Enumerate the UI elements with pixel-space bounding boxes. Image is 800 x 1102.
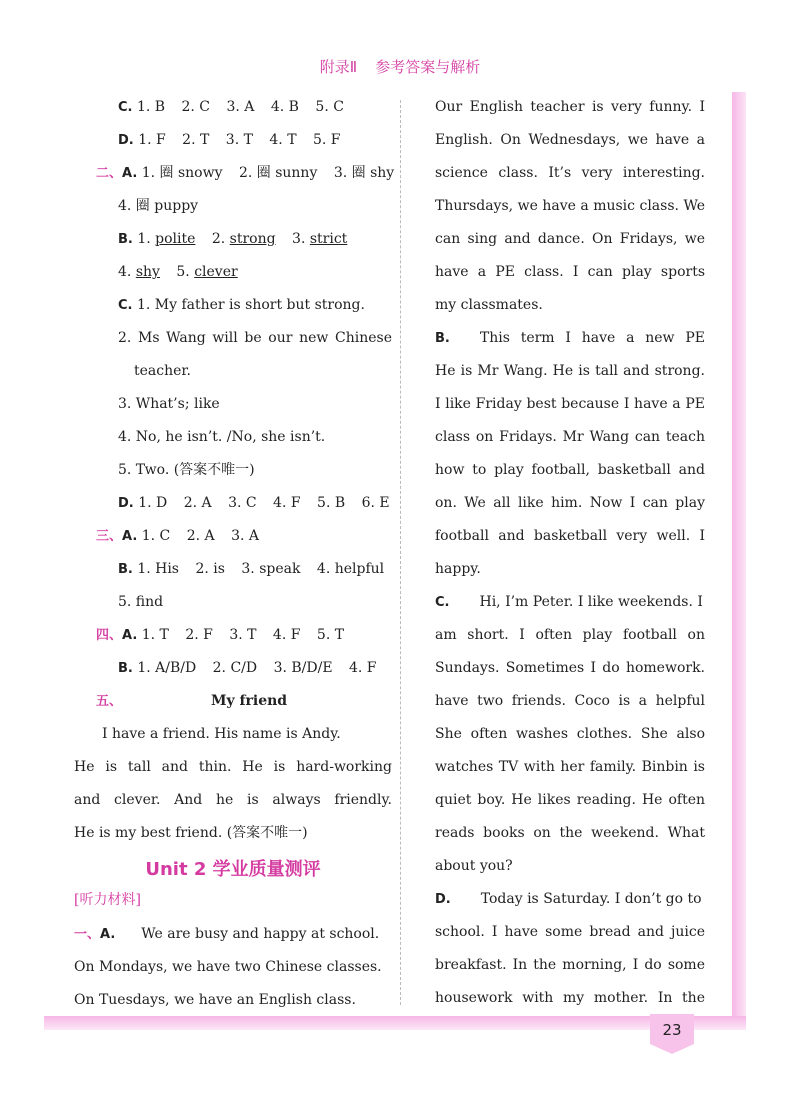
section-2-b-cont: 4. shy 5. clever <box>118 264 238 280</box>
section-2-a: 二、A. 1. 圈 snowy 2. 圈 sunny 3. 圈 shy <box>96 165 395 181</box>
section-1-a <box>74 918 392 1017</box>
right-column <box>435 91 705 1015</box>
text-line: Our English teacher is very funny. I <box>435 99 705 115</box>
section-2-c-2b: teacher. <box>134 363 192 379</box>
text-line: can sing and dance. On Fridays, we <box>435 231 705 247</box>
left-column <box>74 91 395 1017</box>
text-line: English. On Wednesdays, we have a <box>435 132 705 148</box>
section-5-title-row: 五、 My friend <box>96 685 392 718</box>
text-line: about you? <box>435 858 513 874</box>
text-line: She often washes clothes. She also <box>435 726 705 742</box>
section-3-b-5: 5. find <box>118 594 164 610</box>
answer-row-d: D. 1. F 2. T 3. T 4. T 5. F <box>118 132 341 148</box>
text-line: housework with my mother. In the <box>435 990 705 1006</box>
text-line: Thursdays, we have a music class. We <box>435 198 705 214</box>
section-2-c-5: 5. Two. (答案不唯一) <box>118 462 255 478</box>
text-line: class on Fridays. Mr Wang can teach <box>435 429 705 445</box>
section-2-a-4: 4. 圈 puppy <box>118 198 199 214</box>
page-number: 23 <box>650 1014 694 1044</box>
page-shadow-right <box>732 92 746 1022</box>
passage-b-first: B. This term I have a new PE <box>435 330 705 346</box>
text-line: how to play football, basketball and <box>435 462 705 478</box>
text-line: school. I have some bread and juice <box>435 924 705 940</box>
passage-d-first: D. Today is Saturday. I don’t go to <box>435 891 702 907</box>
section-1-a-line: 一、A. We are busy and happy at school. <box>74 926 380 942</box>
text-line: breakfast. In the morning, I do some <box>435 957 705 973</box>
section-1-a-line: On Tuesdays, we have an English class. <box>74 992 356 1008</box>
essay-line: He is tall and thin. He is hard-working <box>74 759 392 775</box>
text-line: football and basketball very well. I <box>435 528 705 544</box>
section-4-a: 四、A. 1. T 2. F 3. T 4. F 5. T <box>96 627 345 643</box>
text-line: am short. I often play football on <box>435 627 705 643</box>
section-2-b: B. 1. polite 2. strong 3. strict <box>118 231 348 247</box>
essay-title: My friend <box>211 693 288 709</box>
section-2-d: D. 1. D 2. A 3. C 4. F 5. B 6. E <box>118 495 390 511</box>
text-line: have a PE class. I can play sports <box>435 264 705 280</box>
essay-line: He is my best friend. (答案不唯一) <box>74 825 308 841</box>
column-divider <box>400 100 401 1005</box>
page-header <box>0 56 800 77</box>
essay-line: I have a friend. His name is Andy. <box>102 726 341 742</box>
passage-c-first: C. Hi, I’m Peter. I like weekends. I <box>435 594 703 610</box>
text-line: Sundays. Sometimes I do homework. <box>435 660 705 676</box>
section-2-c-4: 4. No, he isn’t. /No, she isn’t. <box>118 429 326 445</box>
answer-row-c: C. 1. B 2. C 3. A 4. B 5. C <box>118 99 344 115</box>
text-line: reads books on the weekend. What <box>435 825 705 841</box>
section-2-c-2: 2. Ms Wang will be our new Chinese <box>118 330 392 346</box>
essay-line: and clever. And he is always friendly. <box>74 792 392 808</box>
section-2-c-3: 3. What’s; like <box>118 396 220 412</box>
listening-material-label: [听力材料] <box>74 892 141 908</box>
section-2-c-1: C. 1. My father is short but strong. <box>118 297 365 313</box>
text-line: He is Mr Wang. He is tall and strong. <box>435 363 705 379</box>
section-3-a: 三、A. 1. C 2. A 3. A <box>96 528 259 544</box>
text-line: have two friends. Coco is a helpful <box>435 693 705 709</box>
essay-body <box>74 718 392 850</box>
text-line: watches TV with her family. Binbin is <box>435 759 705 775</box>
header-appendix: 附录Ⅱ <box>319 58 358 76</box>
text-line: quiet boy. He likes reading. He often <box>435 792 705 808</box>
header-title: 参考答案与解析 <box>375 58 481 76</box>
unit-title: Unit 2 学业质量测评 <box>145 859 321 880</box>
text-line: science class. It’s very interesting. <box>435 165 705 181</box>
text-line: on. We all like him. Now I can play <box>435 495 705 511</box>
text-line: my classmates. <box>435 297 543 313</box>
section-1-a-line: On Mondays, we have two Chinese classes. <box>74 959 382 975</box>
section-3-b: B. 1. His 2. is 3. speak 4. helpful <box>118 561 385 577</box>
text-line: I like Friday best because I have a PE <box>435 396 705 412</box>
page-shadow-bottom <box>44 1016 746 1030</box>
text-line: happy. <box>435 561 481 577</box>
section-4-b: B. 1. A/B/D 2. C/D 3. B/D/E 4. F <box>118 660 377 676</box>
